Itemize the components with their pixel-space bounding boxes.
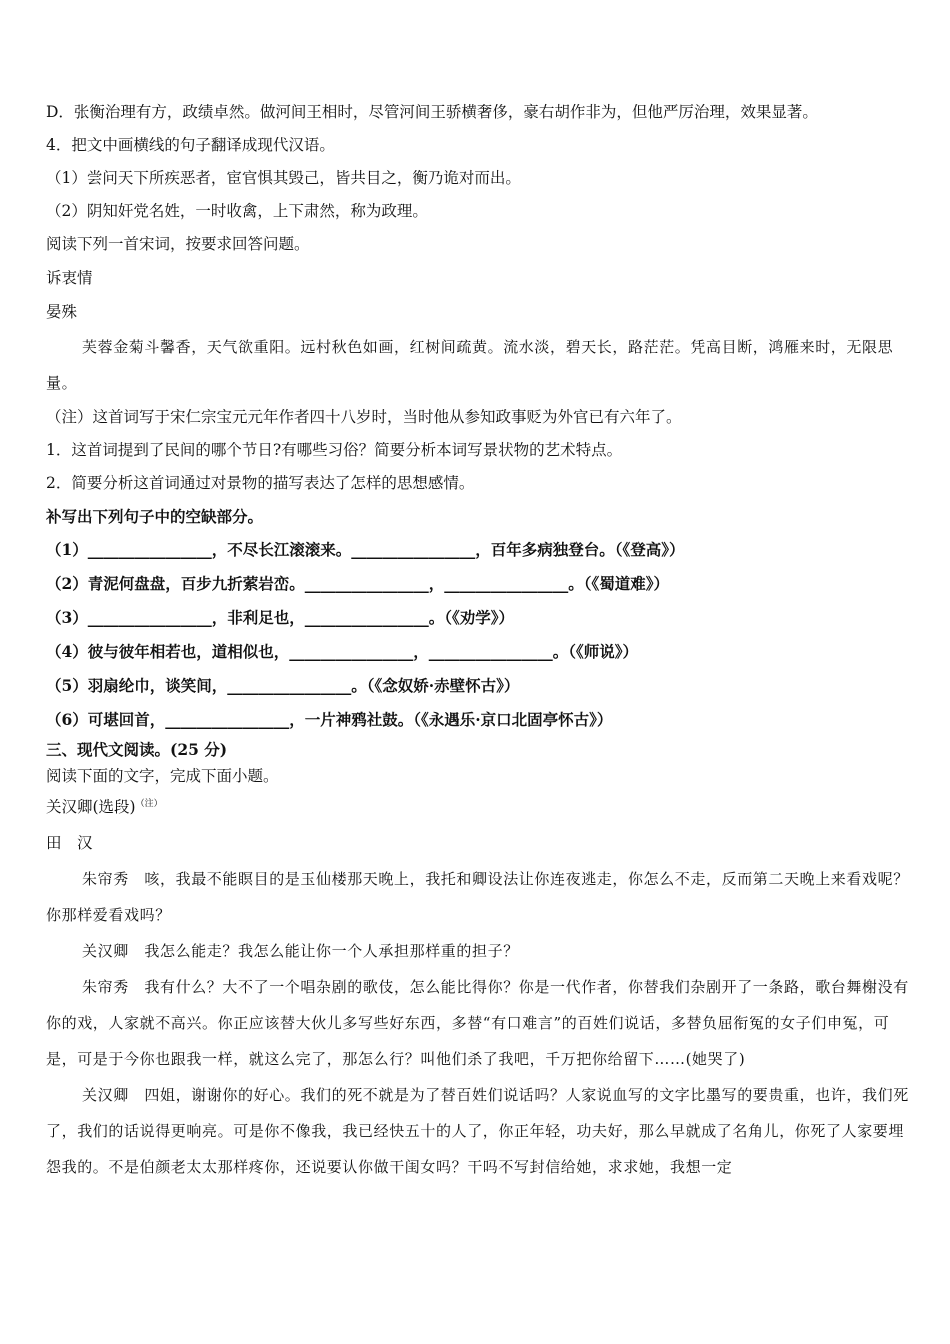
fill-heading: 补写出下列句子中的空缺部分。 (46, 507, 264, 526)
fill-item: （2）青泥何盘盘，百步九折萦岩峦。________________，________________。（《蜀道难》） (46, 574, 670, 593)
poem-author: 晏殊 (46, 303, 78, 321)
fill-item: （5）羽扇纶巾，谈笑间，________________。（《念奴娇·赤壁怀古》） (46, 676, 520, 695)
q4-item-1: （1）尝问天下所疾恶者，宦官惧其毁己，皆共目之，衡乃诡对而出。 (46, 169, 521, 187)
modern-title-line (46, 789, 912, 825)
poem-question-2: 2．简要分析这首词通过对景物的描写表达了怎样的思想感情。 (46, 474, 475, 492)
poem-note: （注）这首词写于宋仁宗宝元元年作者四十八岁时，当时他从参知政事贬为外官已有六年了。 (46, 408, 682, 426)
modern-intro: 阅读下面的文字，完成下面小题。 (46, 767, 279, 785)
section-three-heading: 三、现代文阅读。(25 分) (46, 740, 228, 759)
dialogue-paragraph: 朱帘秀 我有什么？大不了一个唱杂剧的歌伎，怎么能比得你？你是一代作者，你替我们杂剧开了一条路，歌台舞榭没有你的戏，人家就不高兴。你正应该替大伙儿多写些好东西，多替“有口难言”的百姓们说话，多替负屈衔冤的女子们申冤，可是，可是于今你也跟我一样，就这么完了，那怎么行？叫他们杀了我吧，千万把你给留下……(她哭了) (46, 978, 909, 1068)
poem-title: 诉衷情 (46, 269, 93, 287)
poem-intro: 阅读下列一首宋词，按要求回答问题。 (46, 235, 310, 253)
q3-option-d: D．张衡治理有方，政绩卓然。做河间王相时，尽管河间王骄横奢侈，豪右胡作非为，但他严厉治理，效果显著。 (46, 103, 818, 121)
q4-prompt: 4．把文中画横线的句子翻译成现代汉语。 (46, 136, 335, 154)
document-page (46, 96, 912, 1185)
fill-item: （6）可堪回首，________________，一片神鸦社鼓。（《永遇乐·京口北固亭怀古》） (46, 710, 613, 729)
dialogue-paragraph: 关汉卿 我怎么能走？我怎么能让你一个人承担那样重的担子？ (82, 942, 519, 960)
fill-item: （1）________________，不尽长江滚滚来。________________，百年多病独登台。（《登高》） (46, 540, 685, 559)
modern-title: 关汉卿(选段) (46, 798, 136, 816)
dialogue-paragraph: 朱帘秀 咳，我最不能瞑目的是玉仙楼那天晚上，我托和卿设法让你连夜逃走，你怎么不走，反而第二天晚上来看戏呢？你那样爱看戏吗？ (46, 870, 909, 924)
q4-item-2: （2）阴知奸党名姓，一时收禽，上下肃然，称为政理。 (46, 202, 428, 220)
poem-body: 芙蓉金菊斗馨香，天气欲重阳。远村秋色如画，红树间疏黄。流水淡，碧天长，路茫茫。凭高目断，鸿雁来时，无限思量。 (46, 338, 894, 392)
title-footnote-mark: （注） (135, 798, 163, 809)
fill-item: （3）________________，非利足也，________________。（《劝学》） (46, 608, 515, 627)
fill-item: （4）彼与彼年相若也，道相似也，________________，________________。（《师说》） (46, 642, 639, 661)
modern-author: 田 汉 (46, 834, 93, 852)
dialogue-paragraph: 关汉卿 四姐，谢谢你的好心。我们的死不就是为了替百姓们说话吗？人家说血写的文字比墨写的要贵重，也许，我们死了，我们的话说得更响亮。可是你不像我，我已经快五十的人了，你正年轻，功夫好，那么早就成了名角儿，你死了人家要埋怨我的。不是伯颜老太太那样疼你，还说要认你做干闺女吗？干吗不写封信给她，求求她，我想一定 (46, 1086, 909, 1176)
poem-question-1: 1．这首词提到了民间的哪个节日?有哪些习俗？简要分析本词写景状物的艺术特点。 (46, 441, 623, 459)
